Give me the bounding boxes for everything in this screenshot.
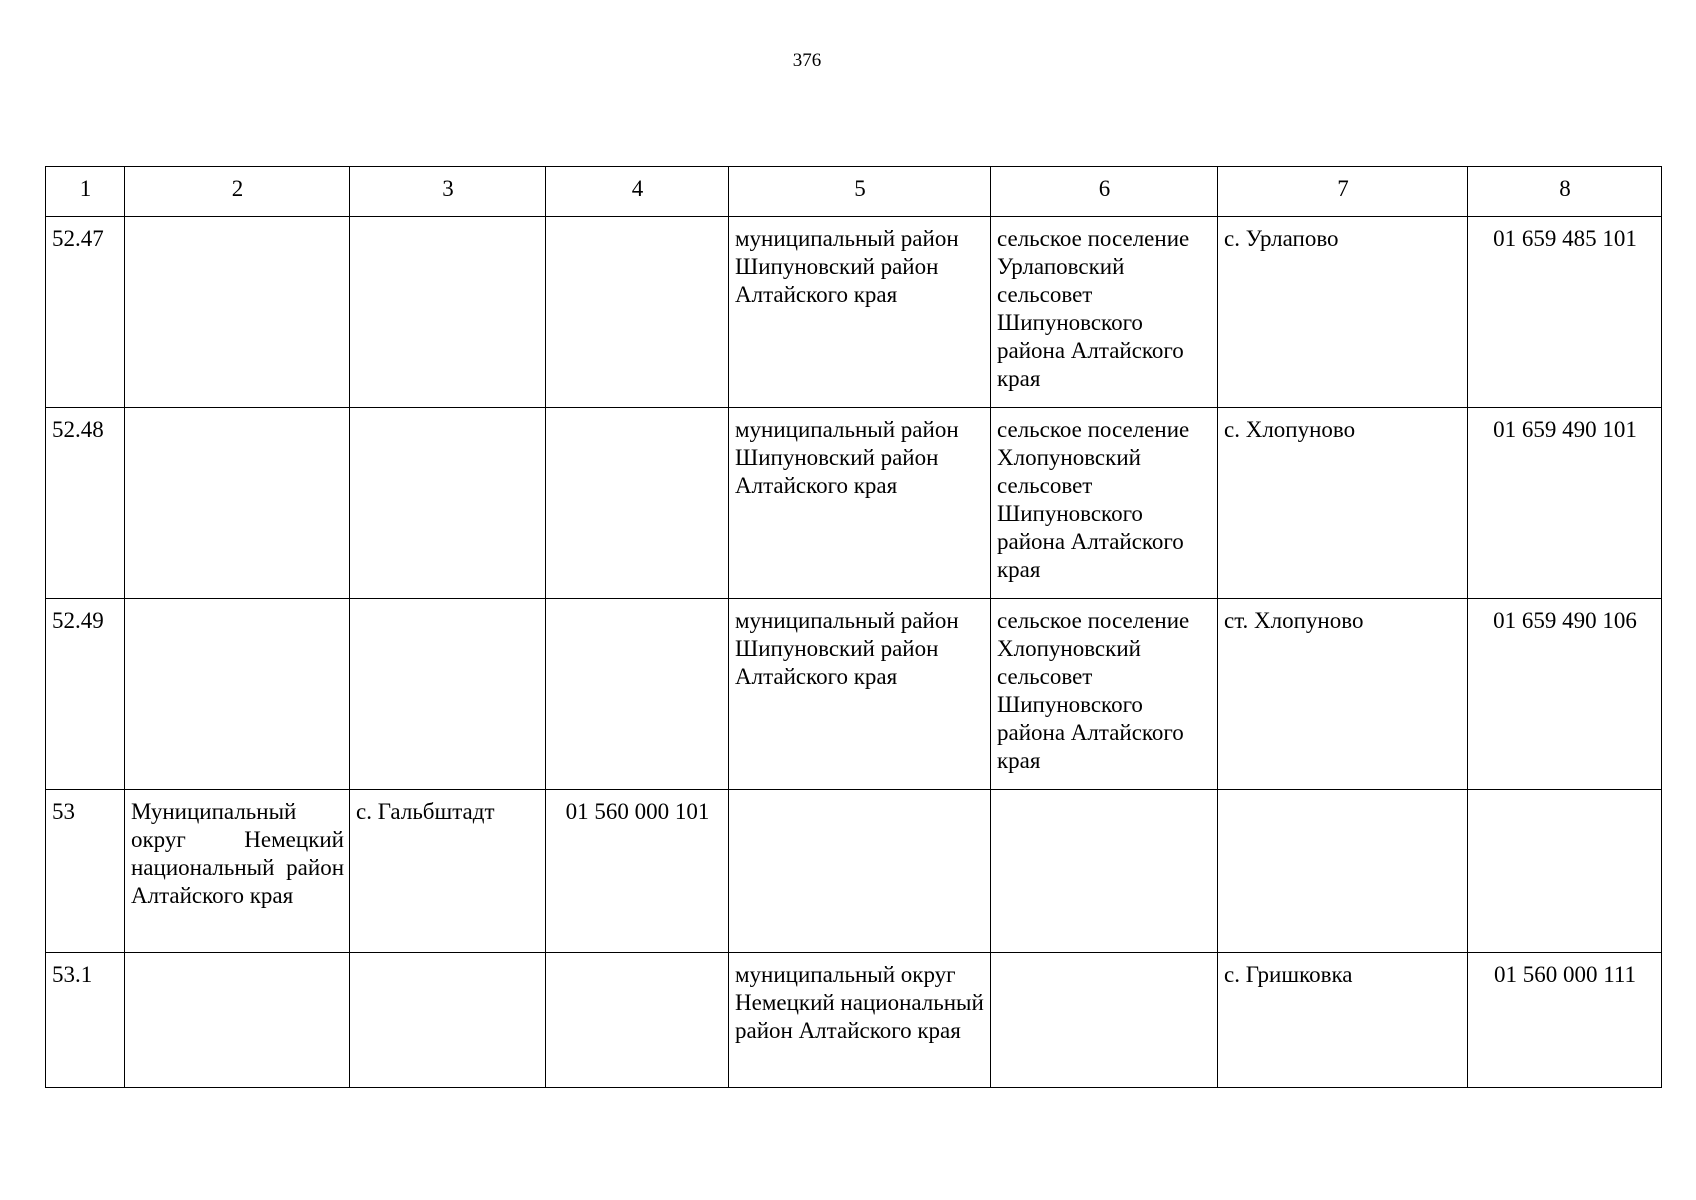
cell-code xyxy=(546,408,729,599)
cell-district xyxy=(729,790,991,953)
cell-locality: с. Урлапово xyxy=(1218,217,1468,408)
column-header-2: 2 xyxy=(125,167,350,217)
cell-settlement xyxy=(991,790,1218,953)
cell-code xyxy=(546,217,729,408)
header-row xyxy=(46,167,1662,217)
cell-oktmo: 01 659 490 106 xyxy=(1468,599,1662,790)
cell-locality: с. Гришковка xyxy=(1218,953,1468,1088)
column-header-7: 7 xyxy=(1218,167,1468,217)
cell-center: с. Гальбштадт xyxy=(350,790,546,953)
settlements-table xyxy=(45,166,1662,1088)
cell-center xyxy=(350,217,546,408)
cell-number: 52.48 xyxy=(46,408,125,599)
cell-locality: ст. Хлопуново xyxy=(1218,599,1468,790)
table-row xyxy=(46,217,1662,408)
cell-settlement: сельское поселение Урлаповский сельсовет Шипуновского района Алтайского края xyxy=(991,217,1218,408)
cell-center xyxy=(350,599,546,790)
page-number: 376 xyxy=(792,50,822,71)
cell-number: 53.1 xyxy=(46,953,125,1088)
cell-oktmo: 01 659 485 101 xyxy=(1468,217,1662,408)
cell-oktmo: 01 659 490 101 xyxy=(1468,408,1662,599)
cell-number: 52.47 xyxy=(46,217,125,408)
cell-center xyxy=(350,953,546,1088)
table-row xyxy=(46,790,1662,953)
table-row xyxy=(46,408,1662,599)
cell-center xyxy=(350,408,546,599)
cell-locality: с. Хлопуново xyxy=(1218,408,1468,599)
column-header-8: 8 xyxy=(1468,167,1662,217)
cell-settlement: сельское поселение Хлопуновский сельсовет Шипуновского района Алтайского края xyxy=(991,408,1218,599)
cell-oktmo xyxy=(1468,790,1662,953)
cell-oktmo: 01 560 000 111 xyxy=(1468,953,1662,1088)
column-header-3: 3 xyxy=(350,167,546,217)
cell-number: 53 xyxy=(46,790,125,953)
cell-district: муниципальный район Шипуновский район Алтайского края xyxy=(729,217,991,408)
cell-district: муниципальный округ Немецкий национальный район Алтайского края xyxy=(729,953,991,1088)
cell-settlement xyxy=(991,953,1218,1088)
cell-number: 52.49 xyxy=(46,599,125,790)
cell-municipality xyxy=(125,599,350,790)
column-header-1: 1 xyxy=(46,167,125,217)
column-header-6: 6 xyxy=(991,167,1218,217)
cell-municipality: Муниципальный округ Немецкий национальный район Алтайского края xyxy=(125,790,350,953)
column-header-5: 5 xyxy=(729,167,991,217)
cell-code xyxy=(546,599,729,790)
cell-code xyxy=(546,953,729,1088)
column-header-4: 4 xyxy=(546,167,729,217)
cell-district: муниципальный район Шипуновский район Алтайского края xyxy=(729,408,991,599)
cell-municipality xyxy=(125,953,350,1088)
cell-district: муниципальный район Шипуновский район Алтайского края xyxy=(729,599,991,790)
cell-municipality xyxy=(125,408,350,599)
cell-settlement: сельское поселение Хлопуновский сельсовет Шипуновского района Алтайского края xyxy=(991,599,1218,790)
table-row xyxy=(46,599,1662,790)
table-row xyxy=(46,953,1662,1088)
cell-municipality xyxy=(125,217,350,408)
cell-locality xyxy=(1218,790,1468,953)
cell-code: 01 560 000 101 xyxy=(546,790,729,953)
